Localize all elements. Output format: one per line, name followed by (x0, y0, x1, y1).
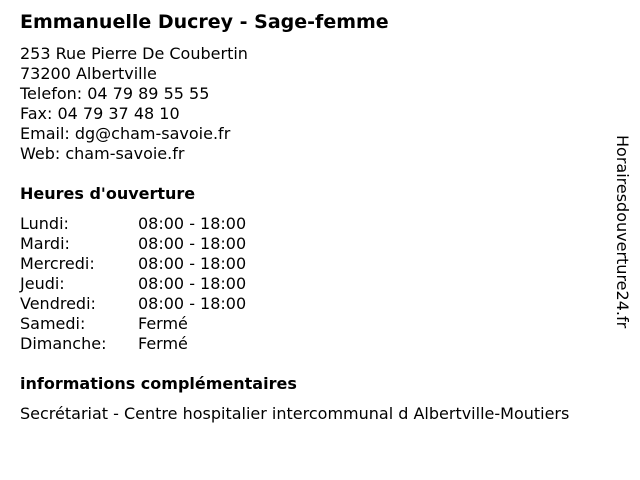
hours-heading: Heures d'ouverture (20, 184, 196, 203)
time-value: 08:00 - 18:00 (138, 294, 247, 313)
opening-hours-table (20, 214, 246, 354)
time-value: Fermé (138, 334, 188, 353)
page-title: Emmanuelle Ducrey - Sage-femme (20, 11, 389, 33)
street-address: 253 Rue Pierre De Coubertin (20, 44, 248, 63)
hours-row-sunday (20, 334, 246, 354)
hours-row-monday (20, 214, 246, 234)
day-label: Mercredi: (20, 254, 95, 273)
day-label: Vendredi: (20, 294, 96, 313)
phone-number: Telefon: 04 79 89 55 55 (20, 84, 210, 103)
day-label: Mardi: (20, 234, 70, 253)
hours-row-tuesday (20, 234, 246, 254)
hours-row-friday (20, 294, 246, 314)
hours-row-thursday (20, 274, 246, 294)
day-label: Samedi: (20, 314, 86, 333)
fax-number: Fax: 04 79 37 48 10 (20, 104, 180, 123)
day-label: Jeudi: (20, 274, 65, 293)
time-value: 08:00 - 18:00 (138, 234, 247, 253)
time-value: 08:00 - 18:00 (138, 214, 247, 233)
contact-block (20, 44, 248, 164)
email-address: Email: dg@cham-savoie.fr (20, 124, 231, 143)
website: Web: cham-savoie.fr (20, 144, 185, 163)
info-heading: informations complémentaires (20, 374, 297, 393)
hours-row-saturday (20, 314, 246, 334)
site-watermark: Horairesdouverture24.fr (613, 135, 632, 329)
info-text: Secrétariat - Centre hospitalier intercommunal d Albertville-Moutiers (20, 404, 570, 423)
time-value: 08:00 - 18:00 (138, 254, 247, 273)
city-postal: 73200 Albertville (20, 64, 157, 83)
time-value: 08:00 - 18:00 (138, 274, 247, 293)
hours-row-wednesday (20, 254, 246, 274)
day-label: Lundi: (20, 214, 69, 233)
day-label: Dimanche: (20, 334, 107, 353)
time-value: Fermé (138, 314, 188, 333)
